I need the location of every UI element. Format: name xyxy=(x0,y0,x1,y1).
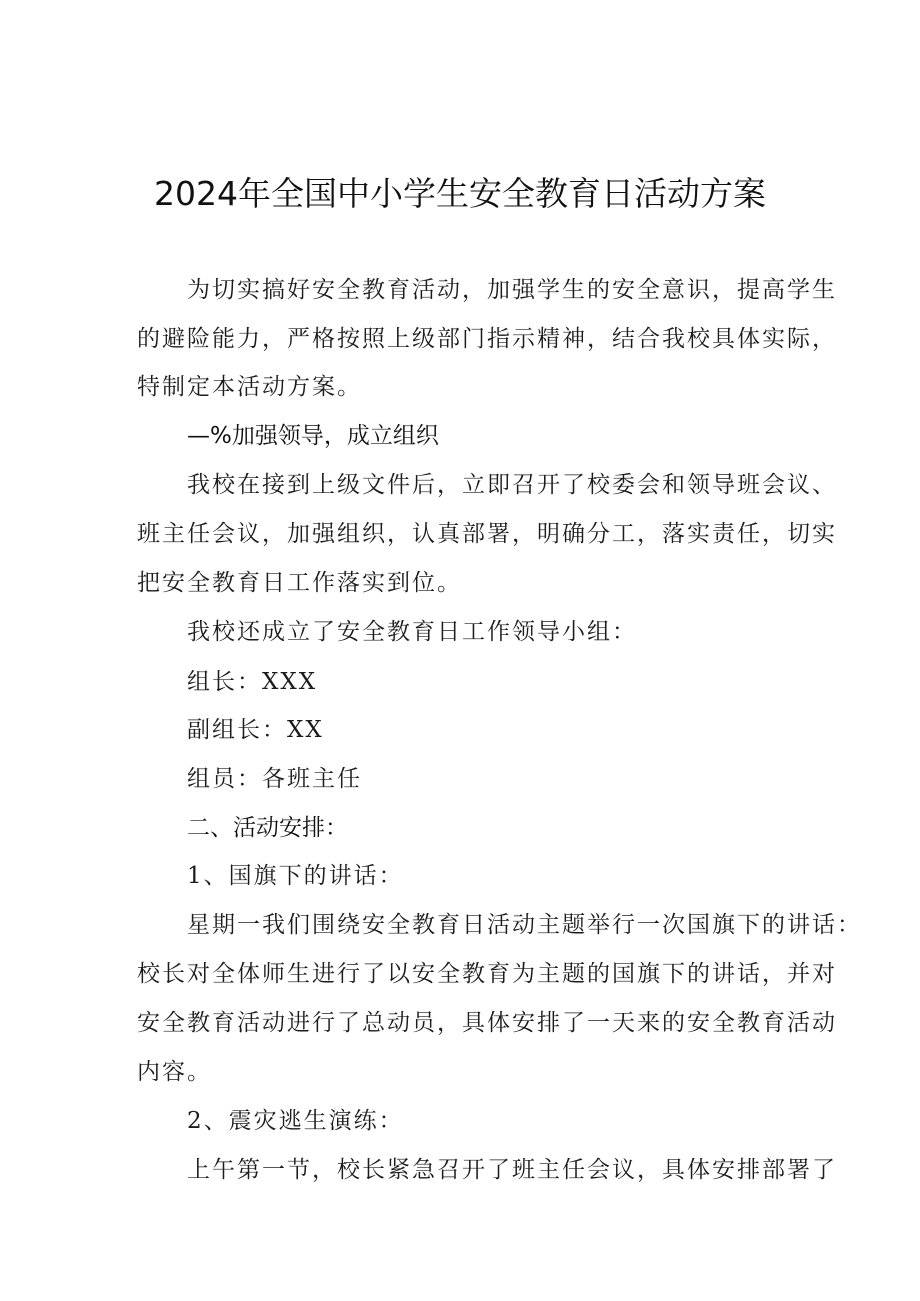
group-intro: 我校还成立了安全教育日工作领导小组： xyxy=(187,619,637,645)
intro-line: 特制定本活动方案。 xyxy=(137,374,362,400)
section-heading: —%加强领导，成立组织 xyxy=(187,423,439,449)
paragraph-line: 星期一我们围绕安全教育日活动主题举行一次国旗下的讲话： xyxy=(187,912,862,938)
intro-line: 的避险能力，严格按照上级部门指示精神，结合我校具体实际， xyxy=(137,326,837,352)
document-title: 2024年全国中小学生安全教育日活动方案 xyxy=(154,174,766,213)
paragraph-line: 上午第一节，校长紧急召开了班主任会议，具体安排部署了 xyxy=(187,1157,837,1183)
paragraph-line: 把安全教育日工作落实到位。 xyxy=(137,570,462,596)
section-heading: 二、活动安排： xyxy=(187,815,348,841)
group-members: 组员：各班主任 xyxy=(187,766,362,792)
paragraph-line: 班主任会议，加强组织，认真部署，明确分工，落实责任，切实 xyxy=(137,521,837,547)
item-heading: 2、震灾逃生演练： xyxy=(187,1108,404,1134)
paragraph-line: 校长对全体师生进行了以安全教育为主题的国旗下的讲话，并对 xyxy=(137,961,837,987)
item-heading: 1、国旗下的讲话： xyxy=(187,863,404,889)
paragraph-line: 内容。 xyxy=(137,1059,212,1085)
paragraph-line: 我校在接到上级文件后，立即召开了校委会和领导班会议、 xyxy=(187,472,837,498)
group-leader: 组长：XXX xyxy=(187,669,318,695)
paragraph-line: 安全教育活动进行了总动员，具体安排了一天来的安全教育活动 xyxy=(137,1010,837,1036)
group-deputy-leader: 副组长：XX xyxy=(187,717,324,743)
intro-line: 为切实搞好安全教育活动，加强学生的安全意识，提高学生 xyxy=(187,277,837,303)
